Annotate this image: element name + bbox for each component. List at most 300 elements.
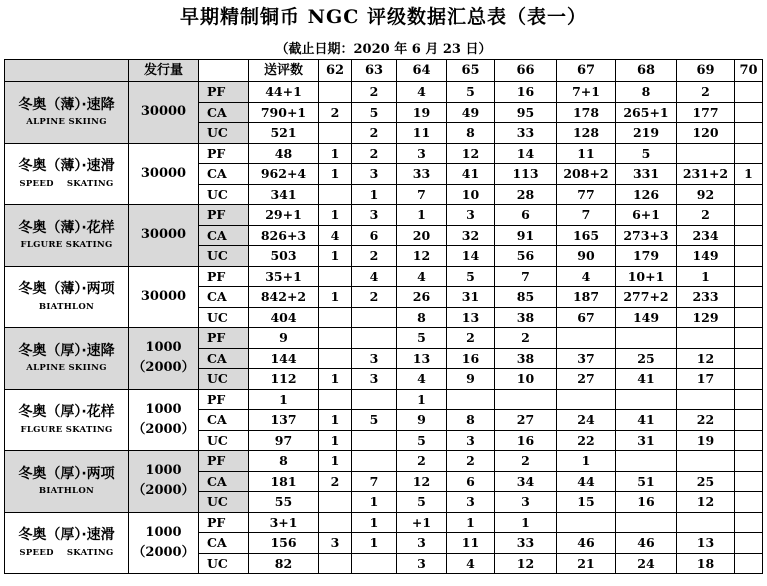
grade-count-cell: 1 [319,430,352,451]
grade-count-cell: 10+1 [616,266,677,287]
grade-count-cell: 1 [319,164,352,185]
grade-count-cell: 77 [557,184,616,205]
coin-name-cell [5,143,129,205]
table-row [5,389,763,410]
coin-name-en: SPEED SKATING [19,547,114,558]
grade-count-cell [677,512,735,533]
coin-name-cn: 冬奥（薄）·两项 [18,281,115,298]
grade-count-cell [735,410,763,431]
grade-count-cell [735,225,763,246]
grade-count-cell [735,369,763,390]
grade-count-cell: 11 [557,143,616,164]
grade-count-cell: 20 [397,225,447,246]
grade-count-cell [319,266,352,287]
grade-count-cell: 5 [616,143,677,164]
total-submitted-cell: 8 [249,451,319,472]
grade-count-cell: 3 [397,553,447,574]
grade-count-cell: 15 [557,492,616,513]
grade-count-cell [677,451,735,472]
grade-count-cell: 27 [495,410,557,431]
grade-count-cell: 2 [677,205,735,226]
grade-count-cell [352,328,397,349]
grade-count-cell: 5 [447,82,495,103]
grade-count-cell: 8 [397,307,447,328]
grade-count-cell: 31 [616,430,677,451]
coin-name-cn: 冬奥（厚）·两项 [18,465,115,482]
grade-count-cell: +1 [397,512,447,533]
grade-type-cell: PF [199,266,249,287]
grade-count-cell: 49 [447,102,495,123]
coin-name-en: BIATHLON [38,301,95,312]
grade-count-cell: 3 [352,205,397,226]
grade-type-cell: UC [199,246,249,267]
grade-count-cell [319,348,352,369]
grade-count-cell: 1 [397,389,447,410]
coin-name-en: BIATHLON [38,486,95,497]
grade-count-cell: 17 [677,369,735,390]
issue-quantity: 1000 [145,401,182,417]
header-grade-63: 63 [352,60,397,82]
grade-count-cell [319,389,352,410]
grade-count-cell: 34 [495,471,557,492]
total-submitted-cell: 181 [249,471,319,492]
issue-quantity: 30000 [140,104,187,120]
grade-count-cell: 277+2 [616,287,677,308]
grade-count-cell: 38 [495,307,557,328]
coin-name-cn: 冬奥（厚）·速滑 [18,527,115,544]
grade-count-cell: 3 [352,348,397,369]
grade-count-cell: 8 [616,82,677,103]
grade-count-cell: 1 [352,492,397,513]
grade-count-cell: 9 [447,369,495,390]
grade-count-cell: 177 [677,102,735,123]
grade-type-cell: PF [199,451,249,472]
grade-type-cell: UC [199,307,249,328]
issue-quantity: （2000） [132,544,195,560]
total-submitted-cell: 826+3 [249,225,319,246]
total-submitted-cell: 790+1 [249,102,319,123]
grade-count-cell: 21 [557,553,616,574]
total-submitted-cell: 341 [249,184,319,205]
grade-count-cell [735,533,763,554]
grade-count-cell: 120 [677,123,735,144]
grade-count-cell [735,102,763,123]
total-submitted-cell: 503 [249,246,319,267]
grade-count-cell: 26 [397,287,447,308]
grade-count-cell: 22 [677,410,735,431]
grade-count-cell: 3 [447,205,495,226]
grade-count-cell [319,184,352,205]
total-submitted-cell: 1 [249,389,319,410]
grade-count-cell: 6 [447,471,495,492]
grade-count-cell [616,512,677,533]
grade-count-cell [557,512,616,533]
grade-count-cell: 85 [495,287,557,308]
grade-count-cell: 165 [557,225,616,246]
grade-count-cell: 208+2 [557,164,616,185]
grade-type-cell: UC [199,492,249,513]
issue-quantity: 1000 [145,524,182,540]
header-grade-65: 65 [447,60,495,82]
grade-count-cell [735,205,763,226]
grade-type-cell: CA [199,410,249,431]
total-submitted-cell: 3+1 [249,512,319,533]
total-submitted-cell: 97 [249,430,319,451]
total-submitted-cell: 55 [249,492,319,513]
grade-count-cell: 3 [447,430,495,451]
grade-type-cell: CA [199,225,249,246]
grade-count-cell: 24 [557,410,616,431]
grade-count-cell [735,471,763,492]
grade-count-cell: 149 [616,307,677,328]
grade-count-cell: 7 [557,205,616,226]
issue-quantity-cell [129,389,199,451]
grade-count-cell: 1 [319,143,352,164]
grade-count-cell: 7 [352,471,397,492]
grade-count-cell [735,307,763,328]
grade-count-cell: 6 [352,225,397,246]
grade-count-cell: 7 [495,266,557,287]
grade-count-cell: 56 [495,246,557,267]
grade-count-cell: 46 [557,533,616,554]
grade-count-cell: 2 [677,82,735,103]
grade-count-cell: 33 [495,123,557,144]
grade-count-cell: 4 [557,266,616,287]
grade-count-cell [319,307,352,328]
grade-type-cell: PF [199,205,249,226]
grade-type-cell: CA [199,164,249,185]
grade-count-cell: 1 [397,205,447,226]
grade-count-cell: 12 [447,143,495,164]
total-submitted-cell: 9 [249,328,319,349]
grade-count-cell: 1 [319,246,352,267]
grade-count-cell: 4 [352,266,397,287]
grade-type-cell: PF [199,512,249,533]
grade-count-cell: 9 [397,410,447,431]
issue-quantity-cell [129,82,199,144]
grade-type-cell: PF [199,143,249,164]
grade-count-cell: 33 [495,533,557,554]
grade-count-cell: 265+1 [616,102,677,123]
total-submitted-cell: 521 [249,123,319,144]
grade-count-cell: 10 [495,369,557,390]
grade-count-cell: 4 [447,553,495,574]
grade-count-cell: 5 [397,328,447,349]
issue-quantity: 30000 [140,227,187,243]
grade-count-cell: 18 [677,553,735,574]
grade-count-cell [735,123,763,144]
grade-count-cell: 3 [352,369,397,390]
table-row [5,328,763,349]
grade-count-cell: 12 [397,471,447,492]
grade-count-cell: 13 [677,533,735,554]
grade-count-cell [735,348,763,369]
coin-name-cell [5,266,129,328]
grade-type-cell: CA [199,471,249,492]
grade-count-cell [557,389,616,410]
grade-count-cell: 31 [447,287,495,308]
total-submitted-cell: 82 [249,553,319,574]
grade-count-cell: 38 [495,348,557,369]
grade-count-cell: 22 [557,430,616,451]
issue-quantity: （2000） [132,360,195,376]
grade-count-cell: 1 [447,512,495,533]
grade-type-cell: PF [199,82,249,103]
grade-count-cell [352,451,397,472]
grade-count-cell: 13 [447,307,495,328]
issue-quantity: 1000 [145,340,182,356]
grade-count-cell [735,389,763,410]
grade-count-cell: 4 [397,369,447,390]
issue-quantity: （2000） [132,483,195,499]
grade-count-cell: 2 [352,82,397,103]
grade-count-cell: 1 [319,287,352,308]
grade-count-cell: 16 [616,492,677,513]
grade-count-cell: 44 [557,471,616,492]
grade-count-cell [735,328,763,349]
grade-count-cell: 4 [397,266,447,287]
header-issue: 发行量 [129,60,199,82]
coin-name-en: SPEED SKATING [19,178,114,189]
grade-type-cell: CA [199,287,249,308]
grade-count-cell [616,328,677,349]
coin-name-en: ALPINE SKIING [26,117,107,128]
header-grade-64: 64 [397,60,447,82]
issue-quantity-cell [129,266,199,328]
grade-count-cell: 91 [495,225,557,246]
header-grade-67: 67 [557,60,616,82]
grade-count-cell [319,82,352,103]
coin-name-cn: 冬奥（薄）·花样 [18,219,115,236]
grade-count-cell: 233 [677,287,735,308]
table-row [5,143,763,164]
header-grade-70: 70 [735,60,763,82]
issue-quantity-cell [129,512,199,574]
grade-count-cell: 25 [616,348,677,369]
grade-count-cell: 1 [495,512,557,533]
header-grade-69: 69 [677,60,735,82]
grade-count-cell: 3 [352,164,397,185]
total-submitted-cell: 48 [249,143,319,164]
grade-count-cell: 5 [397,430,447,451]
grade-count-cell [735,246,763,267]
grade-count-cell: 126 [616,184,677,205]
cutoff-date: （截止日期：2020 年 6 月 23 日） [275,42,492,57]
grade-count-cell: 11 [447,533,495,554]
grade-count-cell: 231+2 [677,164,735,185]
grade-count-cell: 51 [616,471,677,492]
grade-count-cell: 128 [557,123,616,144]
grade-count-cell: 13 [397,348,447,369]
grade-count-cell: 92 [677,184,735,205]
grade-count-cell: 32 [447,225,495,246]
table-row [5,266,763,287]
grade-count-cell [352,307,397,328]
grade-count-cell: 1 [352,512,397,533]
coin-name-cell [5,328,129,390]
grade-count-cell [735,512,763,533]
grade-count-cell: 12 [677,492,735,513]
issue-quantity: 30000 [140,288,187,304]
total-submitted-cell: 29+1 [249,205,319,226]
grade-count-cell [557,328,616,349]
grade-count-cell: 1 [557,451,616,472]
grade-count-cell: 179 [616,246,677,267]
grade-count-cell: 2 [495,451,557,472]
grade-count-cell: 2 [352,123,397,144]
grade-count-cell: 27 [557,369,616,390]
grade-count-cell: 10 [447,184,495,205]
table-row [5,512,763,533]
grade-count-cell: 3 [397,143,447,164]
grade-count-cell: 16 [495,430,557,451]
grade-count-cell: 1 [319,410,352,431]
header-grade-62: 62 [319,60,352,82]
grade-count-cell: 12 [397,246,447,267]
grade-count-cell [495,389,557,410]
header-grade-type-cell [199,60,249,82]
grade-count-cell: 3 [319,533,352,554]
issue-quantity-cell [129,328,199,390]
grade-count-cell [735,287,763,308]
grade-count-cell: 1 [352,533,397,554]
grade-count-cell: 1 [319,205,352,226]
grade-count-cell: 5 [447,266,495,287]
grade-count-cell: 41 [616,369,677,390]
header-total: 送评数 [249,60,319,82]
grade-count-cell: 14 [447,246,495,267]
grade-count-cell: 1 [319,369,352,390]
grade-count-cell: 6+1 [616,205,677,226]
coin-name-cell [5,451,129,513]
grade-count-cell: 67 [557,307,616,328]
ngc-grading-table [4,59,763,574]
grade-type-cell: UC [199,553,249,574]
table-row [5,451,763,472]
grade-count-cell: 1 [319,451,352,472]
total-submitted-cell: 112 [249,369,319,390]
coin-name-en: FLGURE SKATING [20,424,113,435]
grade-type-cell: CA [199,102,249,123]
total-submitted-cell: 962+4 [249,164,319,185]
grade-count-cell: 2 [352,287,397,308]
grade-count-cell: 2 [397,451,447,472]
grade-count-cell [735,266,763,287]
total-submitted-cell: 156 [249,533,319,554]
grade-count-cell [735,82,763,103]
grade-count-cell: 95 [495,102,557,123]
grade-count-cell: 24 [616,553,677,574]
grade-count-cell [735,430,763,451]
grade-type-cell: CA [199,533,249,554]
total-submitted-cell: 137 [249,410,319,431]
grade-count-cell [735,143,763,164]
grade-count-cell: 41 [616,410,677,431]
grade-count-cell: 14 [495,143,557,164]
grade-count-cell: 7 [397,184,447,205]
grade-count-cell [319,512,352,533]
coin-name-cn: 冬奥（厚）·速降 [18,342,115,359]
coin-name-cell [5,205,129,267]
total-submitted-cell: 842+2 [249,287,319,308]
grade-count-cell: 12 [677,348,735,369]
grade-count-cell: 11 [397,123,447,144]
grade-count-cell [677,389,735,410]
grade-count-cell [352,389,397,410]
grade-count-cell: 129 [677,307,735,328]
grade-type-cell: UC [199,123,249,144]
grade-count-cell [319,123,352,144]
grade-count-cell: 234 [677,225,735,246]
grade-count-cell: 1 [352,184,397,205]
total-submitted-cell: 404 [249,307,319,328]
grade-count-cell: 219 [616,123,677,144]
grade-count-cell: 8 [447,410,495,431]
coin-name-cn: 冬奥（厚）·花样 [18,404,115,421]
grade-count-cell: 149 [677,246,735,267]
coin-name-en: ALPINE SKIING [26,363,107,374]
grade-count-cell: 5 [397,492,447,513]
grade-count-cell [735,451,763,472]
grade-type-cell: UC [199,184,249,205]
issue-quantity: （2000） [132,421,195,437]
grade-count-cell [616,389,677,410]
coin-name-en: FLGURE SKATING [20,240,113,251]
total-submitted-cell: 35+1 [249,266,319,287]
grade-count-cell: 2 [319,102,352,123]
header-grade-68: 68 [616,60,677,82]
grade-count-cell: 19 [397,102,447,123]
coin-name-cell [5,512,129,574]
grade-type-cell: UC [199,369,249,390]
grade-count-cell: 6 [495,205,557,226]
total-submitted-cell: 144 [249,348,319,369]
grade-count-cell: 16 [495,82,557,103]
grade-count-cell: 41 [447,164,495,185]
grade-count-cell: 90 [557,246,616,267]
grade-count-cell [319,492,352,513]
grade-count-cell: 5 [352,410,397,431]
grade-count-cell: 3 [447,492,495,513]
issue-quantity: 30000 [140,165,187,181]
grade-count-cell: 1 [735,164,763,185]
grade-count-cell: 3 [495,492,557,513]
grade-count-cell [352,553,397,574]
grade-count-cell: 331 [616,164,677,185]
grade-count-cell [735,184,763,205]
grade-count-cell: 2 [352,246,397,267]
grade-count-cell: 19 [677,430,735,451]
grade-count-cell [319,553,352,574]
grade-count-cell [677,143,735,164]
total-submitted-cell: 44+1 [249,82,319,103]
issue-quantity-cell [129,143,199,205]
grade-count-cell: 4 [319,225,352,246]
header-grade-66: 66 [495,60,557,82]
grade-count-cell: 2 [495,328,557,349]
grade-count-cell [616,451,677,472]
grade-count-cell: 273+3 [616,225,677,246]
grade-count-cell: 25 [677,471,735,492]
grade-count-cell: 2 [352,143,397,164]
grade-count-cell: 1 [677,266,735,287]
grade-type-cell: PF [199,328,249,349]
grade-count-cell: 4 [397,82,447,103]
coin-name-cn: 冬奥（薄）·速降 [18,96,115,113]
grade-count-cell: 8 [447,123,495,144]
grade-count-cell: 12 [495,553,557,574]
grade-count-cell: 113 [495,164,557,185]
